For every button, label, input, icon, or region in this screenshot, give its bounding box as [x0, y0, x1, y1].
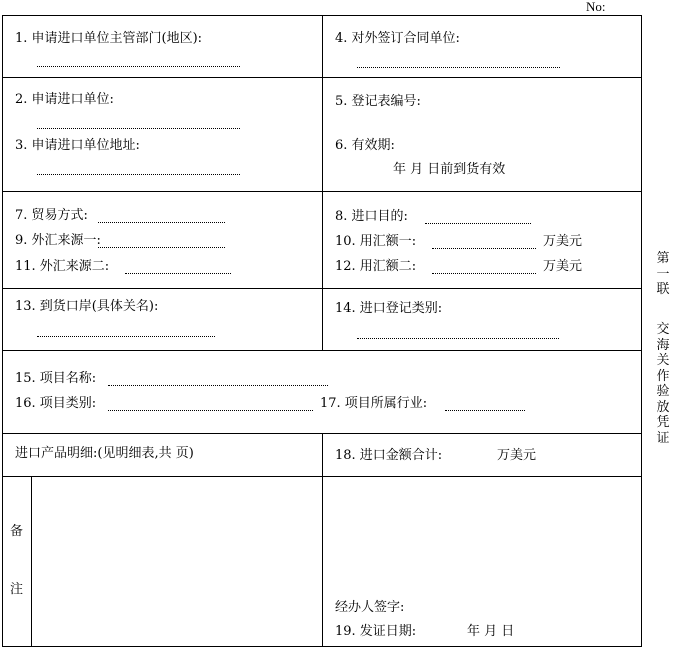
field-19-value: 年 月 日 — [467, 624, 515, 639]
serial-number-label: No: — [586, 0, 606, 14]
field-5-label: 5. 登记表编号: — [335, 94, 421, 109]
field-16-input[interactable] — [108, 410, 313, 411]
field-3-label: 3. 申请进口单位地址: — [15, 138, 140, 153]
field-19-label: 19. 发证日期: — [335, 624, 417, 639]
field-3-input[interactable] — [37, 174, 240, 175]
field-4-label: 4. 对外签订合同单位: — [335, 31, 460, 46]
field-15-input[interactable] — [108, 385, 328, 386]
field-15-label: 15. 项目名称: — [15, 371, 97, 386]
field-9-label: 9. 外汇来源一: — [15, 233, 101, 248]
field-4-input[interactable] — [357, 67, 560, 68]
field-14-input[interactable] — [357, 338, 559, 339]
field-12-unit: 万美元 — [543, 259, 583, 274]
field-7-input[interactable] — [98, 222, 225, 223]
signature-label: 经办人签字: — [335, 600, 405, 615]
field-2-label: 2. 申请进口单位: — [15, 92, 114, 107]
field-13-input[interactable] — [37, 336, 215, 337]
field-11-input[interactable] — [125, 273, 231, 274]
field-18-unit: 万美元 — [497, 448, 537, 463]
field-14-label: 14. 进口登记类别: — [335, 301, 443, 316]
column-divider — [322, 15, 323, 350]
field-10-input[interactable] — [432, 248, 536, 249]
field-2-input[interactable] — [37, 128, 240, 129]
remarks-label-2: 注 — [10, 582, 24, 597]
field-10-label: 10. 用汇额一: — [335, 234, 417, 249]
remarks-label-1: 备 — [10, 524, 24, 539]
field-12-label: 12. 用汇额二: — [335, 259, 417, 274]
field-18-label: 18. 进口金额合计: — [335, 448, 443, 463]
copy-number-label: 第一联 — [656, 251, 670, 297]
field-17-input[interactable] — [445, 410, 525, 411]
copy-purpose-label: 交海关作验放凭证 — [656, 322, 670, 446]
field-6-value: 年 月 日前到货有效 — [393, 162, 506, 177]
column-divider — [322, 433, 323, 647]
field-8-label: 8. 进口目的: — [335, 209, 408, 224]
row-divider — [2, 350, 642, 351]
field-16-label: 16. 项目类别: — [15, 396, 97, 411]
field-12-input[interactable] — [432, 273, 536, 274]
field-6-label: 6. 有效期: — [335, 138, 395, 153]
field-8-input[interactable] — [425, 223, 531, 224]
field-13-label: 13. 到货口岸(具体关名): — [15, 299, 159, 314]
field-17-label: 17. 项目所属行业: — [320, 396, 428, 411]
field-11-label: 11. 外汇来源二: — [15, 259, 110, 274]
field-10-unit: 万美元 — [543, 234, 583, 249]
remarks-area[interactable] — [32, 477, 321, 646]
field-9-input[interactable] — [98, 247, 225, 248]
product-details-label: 进口产品明细:(见明细表,共 页) — [15, 446, 194, 461]
field-1-input[interactable] — [37, 66, 240, 67]
field-7-label: 7. 贸易方式: — [15, 208, 88, 223]
field-1-label: 1. 申请进口单位主管部门(地区): — [15, 31, 203, 46]
